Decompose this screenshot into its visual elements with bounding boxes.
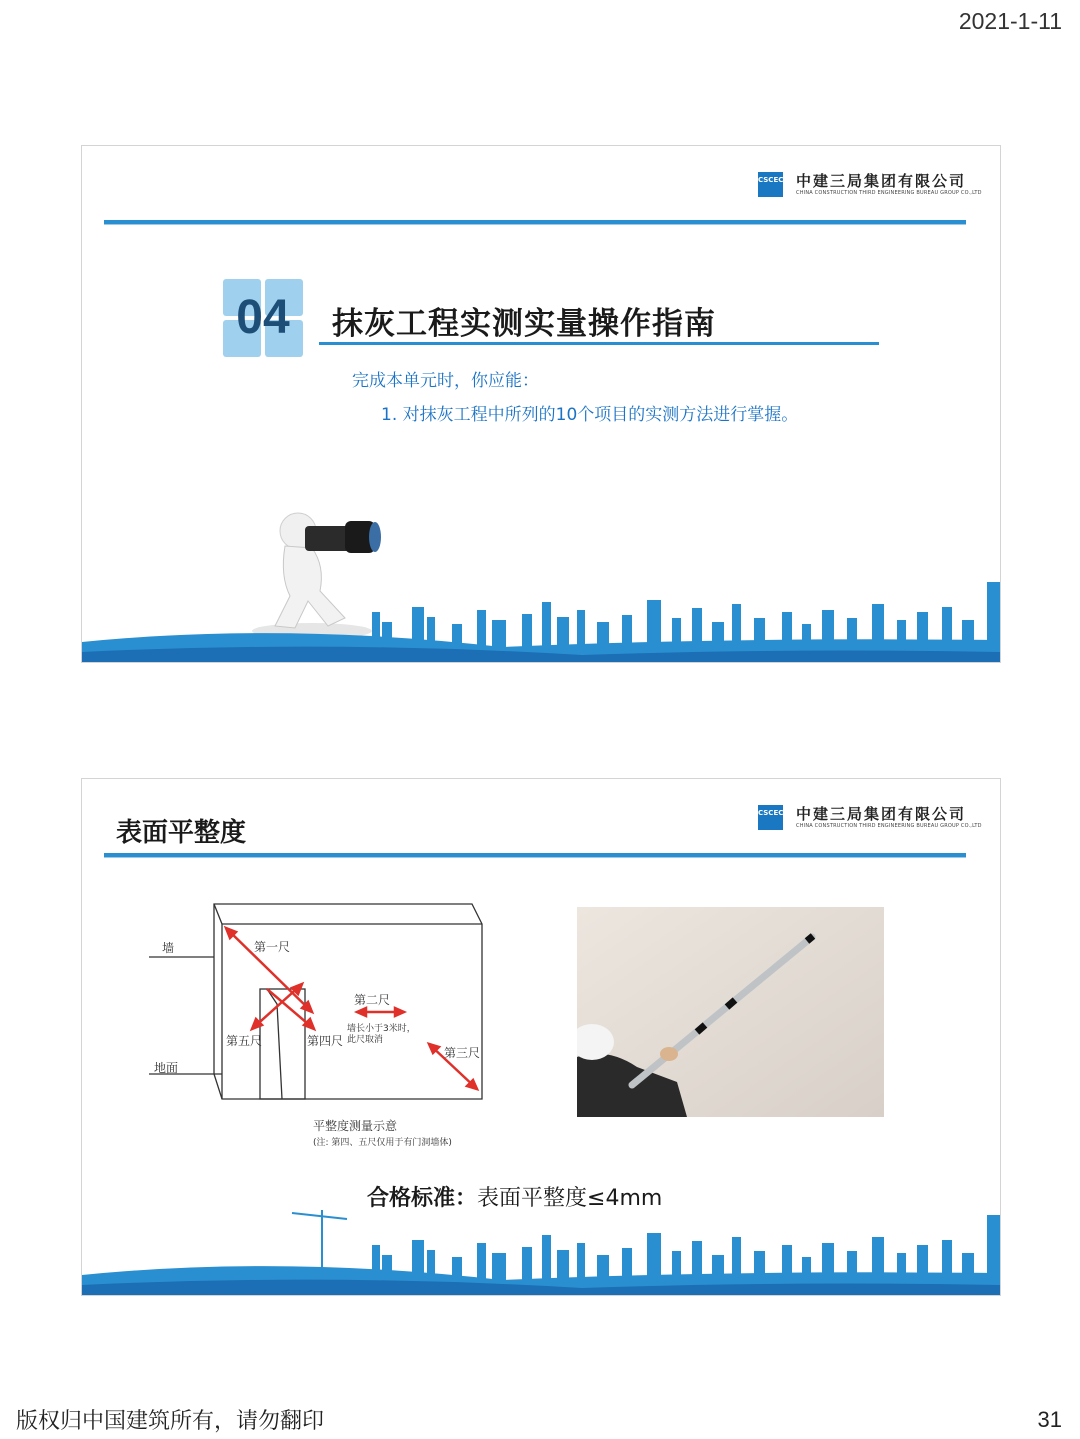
header-divider xyxy=(104,220,966,225)
label-ruler3: 第三尺 xyxy=(444,1046,481,1060)
label-ruler1: 第一尺 xyxy=(254,940,291,954)
slide-title: 表面平整度 xyxy=(116,818,247,848)
label-wall: 墙 xyxy=(162,941,175,955)
company-name-en: CHINA CONSTRUCTION THIRD ENGINEERING BUREAU GROUP CO.,LTD xyxy=(796,190,982,196)
section-number: 04 xyxy=(236,291,290,344)
section-title: 抹灰工程实测实量操作指南 xyxy=(332,306,716,342)
label-ruler2-note-2: 此尺取消 xyxy=(347,1035,384,1045)
city-skyline-footer xyxy=(82,552,1000,662)
objective-item: 1. 对抹灰工程中所列的10个项目的实测方法进行掌握。 xyxy=(381,405,799,425)
diagram-caption: 平整度测量示意 xyxy=(313,1119,398,1133)
diagram-note: (注: 第四、五尺仅用于有门洞墙体) xyxy=(313,1138,452,1148)
label-ruler2-note-1: 墙长小于3米时， xyxy=(347,1024,416,1034)
label-ruler2: 第二尺 xyxy=(354,993,391,1007)
company-name-cn: 中建三局集团有限公司 xyxy=(796,805,967,823)
standard-value: 表面平整度≤4mm xyxy=(477,1186,663,1211)
section-badge xyxy=(223,279,303,357)
objective-intro: 完成本单元时，你应能： xyxy=(352,371,539,391)
label-ruler5: 第五尺 xyxy=(226,1034,263,1048)
company-logo xyxy=(758,170,982,200)
slide-section-intro xyxy=(81,145,1001,663)
label-ruler4: 第四尺 xyxy=(307,1034,344,1048)
standard-label: 合格标准： xyxy=(367,1186,478,1211)
slide-surface-flatness xyxy=(81,778,1001,1296)
cscec-logo-icon: CSCEC xyxy=(758,805,783,830)
company-logo xyxy=(758,803,982,833)
flatness-measurement-diagram xyxy=(142,894,492,1119)
copyright-footer: 版权归中国建筑所有，请勿翻印 xyxy=(16,1409,325,1434)
cscec-logo-icon: CSCEC xyxy=(758,172,783,197)
title-underline xyxy=(319,342,879,345)
label-ground: 地面 xyxy=(154,1061,179,1075)
header-divider xyxy=(104,853,966,858)
company-name-cn: 中建三局集团有限公司 xyxy=(796,172,967,190)
city-skyline-footer xyxy=(82,1185,1000,1295)
company-name-en: CHINA CONSTRUCTION THIRD ENGINEERING BUREAU GROUP CO.,LTD xyxy=(796,823,982,829)
measurement-photo xyxy=(577,907,884,1117)
page-date: 2021-1-11 xyxy=(958,8,1062,34)
page-number: 31 xyxy=(1037,1407,1062,1432)
